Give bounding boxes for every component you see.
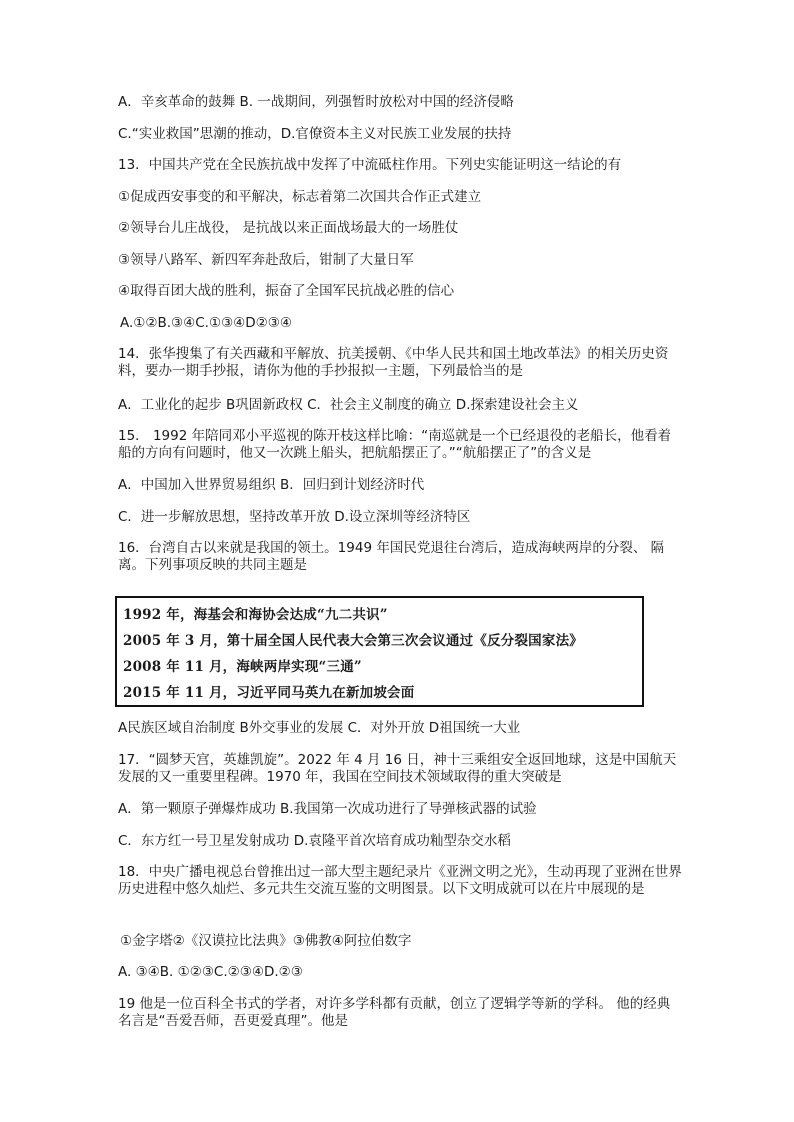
q14-options: A．工业化的起步 B巩固新政权 C．社会主义制度的确立 D.探索建设社会主义 bbox=[118, 397, 579, 413]
q15-stem: 15． 1992 年陪同邓小平巡视的陈开枝这样比喻：“南巡就是一个已经退役的老船长，他看着船的方向有问题时，他又一次跳上船头，把航船摆正了。”“航船摆正了”的含义是 bbox=[118, 428, 672, 461]
table-row: 2008 年 11 月，海峡两岸实现“三通” bbox=[123, 659, 362, 675]
q13-item-2: ②领导台儿庄战役， 是抗战以来正面战场最大的一场胜仗 bbox=[118, 220, 459, 236]
table-row: 1992 年，海基会和海协会达成“九二共识” bbox=[123, 607, 388, 623]
q13-stem: 13．中国共产党在全民族抗战中发挥了中流砥柱作用。下列史实能证明这一结论的有 bbox=[118, 157, 622, 173]
q15-options-ab: A．中国加入世界贸易组织 B．回归到计划经济时代 bbox=[118, 477, 425, 493]
q18-options: A. ③④B. ①②③C.②③④D.②③ bbox=[118, 964, 303, 980]
q12-options-ab: A．辛亥革命的鼓舞 B. 一战期间，列强暂时放松对中国的经济侵略 bbox=[118, 94, 514, 110]
table-row: 2015 年 11 月，习近平同马英九在新加坡会面 bbox=[123, 685, 415, 701]
q17-stem: 17．“圆梦天宫，英雄凯旋”。2022 年 4 月 16 日，神十三乘组安全返回地球，这是中国航天发展的又一重要里程碑。1970 年，我国在空间技术领域取得的重大突破是 bbox=[118, 752, 677, 785]
q17-options-cd: C．东方红一号卫星发射成功 D.袁隆平首次培育成功籼型杂交水稻 bbox=[118, 833, 511, 849]
q19-stem: 19 他是一位百科全书式的学者，对许多学科都有贡献，创立了逻辑学等新的学科。 他的经典名言是“吾爱吾师，吾更爱真理”。他是 bbox=[118, 996, 671, 1029]
q13-options: A.①②B.③④C.①③④D②③④ bbox=[120, 315, 292, 331]
q13-item-4: ④取得百团大战的胜利，振奋了全国军民抗战必胜的信心 bbox=[118, 283, 455, 299]
q16-options: A民族区域自治制度 B外交事业的发展 C．对外开放 D祖国统一大业 bbox=[118, 720, 521, 736]
table-row: 2005 年 3 月，第十届全国人民代表大会第三次会议通过《反分裂国家法》 bbox=[123, 633, 583, 649]
q14-stem: 14．张华搜集了有关西藏和平解放、抗美援朝、《中华人民共和国土地改革法》的相关历史资料，要办一期手抄报，请你为他的手抄报拟一主题，下列最恰当的是 bbox=[118, 346, 669, 379]
q16-stem: 16．台湾自古以来就是我国的领土。1949 年国民党退往台湾后，造成海峡两岸的分裂、 隔离。下列事项反映的共同主题是 bbox=[118, 540, 665, 573]
q18-items: ①金字塔②《汉谟拉比法典》③佛教④阿拉伯数字 bbox=[120, 933, 412, 949]
q17-options-ab: A．第一颗原子弹爆炸成功 B.我国第一次成功进行了导弹核武器的试验 bbox=[118, 801, 537, 817]
q15-options-cd: C．进一步解放思想，坚持改革开放 D.设立深圳等经济特区 bbox=[118, 509, 471, 525]
q12-options-cd: C.“实业救国”思潮的推动，D.官僚资本主义对民族工业发展的扶持 bbox=[118, 126, 512, 142]
q13-item-3: ③领导八路军、新四军奔赴敌后，钳制了大量日军 bbox=[118, 252, 414, 268]
q13-item-1: ①促成西安事变的和平解决，标志着第二次国共合作正式建立 bbox=[118, 189, 482, 205]
q16-events-table bbox=[115, 596, 644, 707]
q18-stem: 18．中央广播电视总台曾推出过一部大型主题纪录片《亚洲文明之光》，生动再现了亚洲在世界历史进程中悠久灿烂、多元共生交流互鉴的文明图景。以下文明成就可以在片中展现的是 bbox=[118, 864, 682, 897]
